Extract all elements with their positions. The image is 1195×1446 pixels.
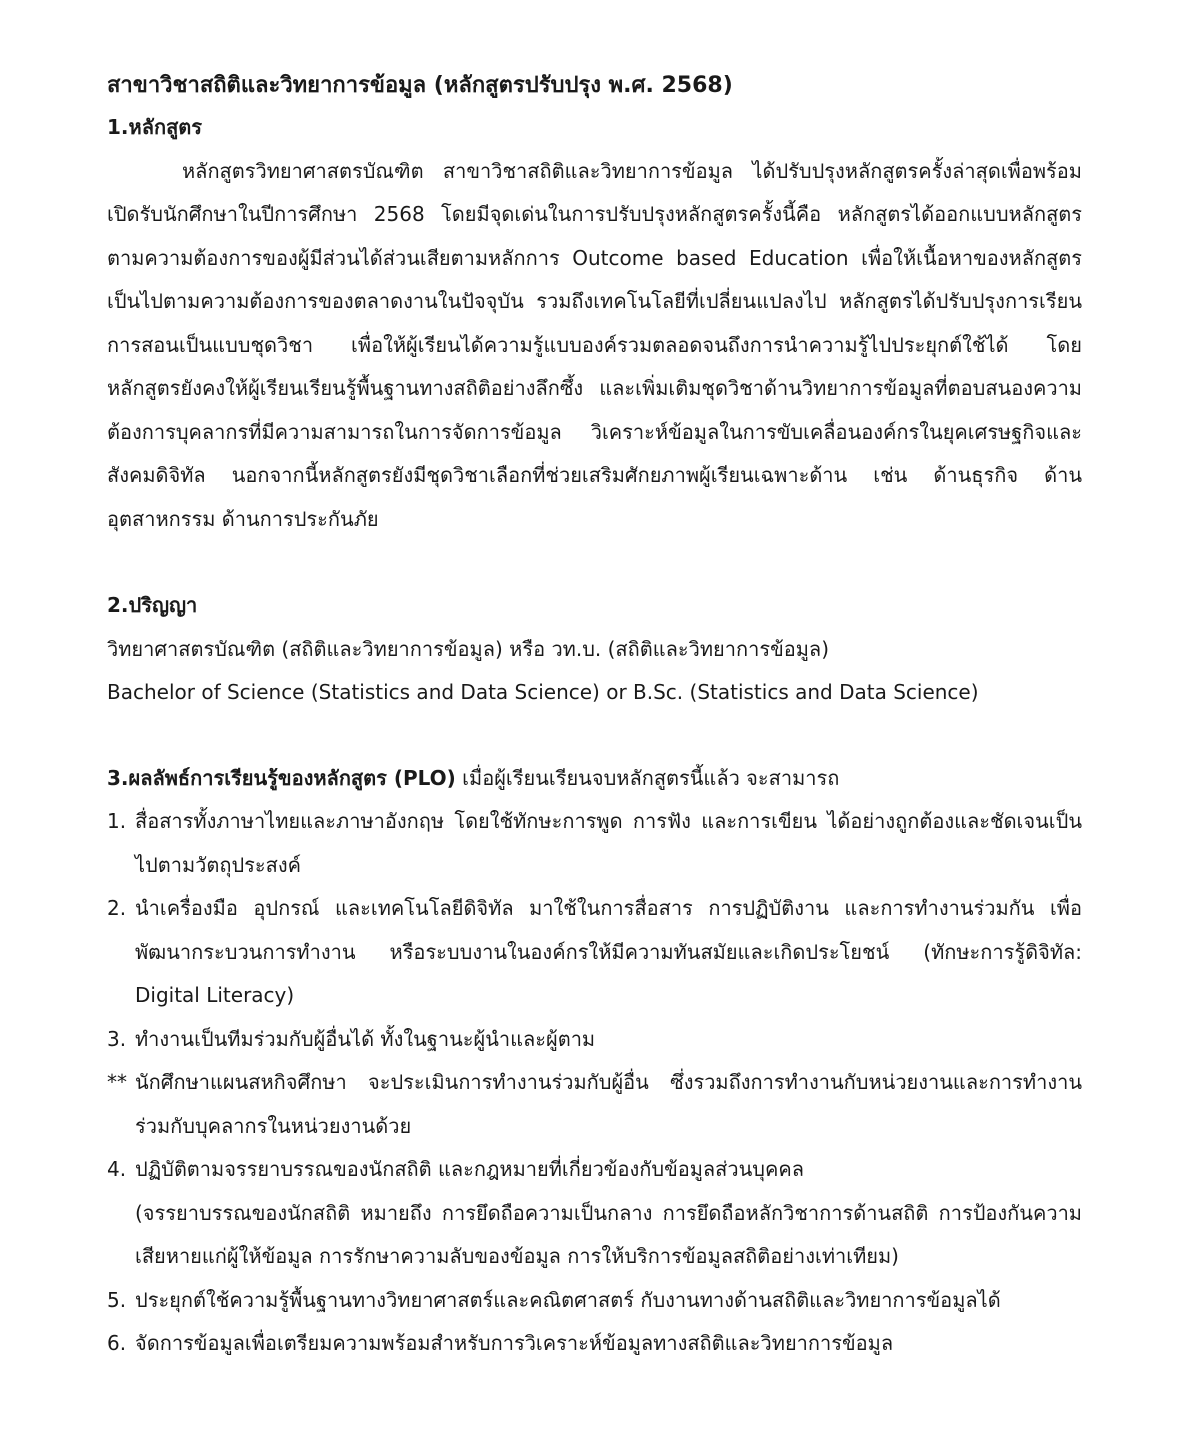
plo-text: ประยุกต์ใช้ความรู้พื้นฐานทางวิทยาศาสตร์และคณิตศาสตร์ กับงานทางด้านสถิติและวิทยาการข้อมูลได้	[135, 1287, 1001, 1312]
document-title: สาขาวิชาสถิติและวิทยาการข้อมูล (หลักสูตรปรับปรุง พ.ศ. 2568)	[107, 73, 733, 98]
plo-note	[107, 1061, 1082, 1148]
plo-text: นักศึกษาแผนสหกิจศึกษา จะประเมินการทำงานร่วมกับผู้อื่น ซึ่งรวมถึงการทำงานกับหน่วยงานและการทำงานร่วมกับบุคลากรในหน่วยงานด้วย	[135, 1070, 1082, 1138]
plo-item	[107, 887, 1082, 1018]
plo-item	[107, 1148, 1082, 1192]
plo-explanation	[107, 1192, 1082, 1279]
document-page	[107, 66, 1082, 1366]
section3-heading-rest: เมื่อผู้เรียนเรียนจบหลักสูตรนี้แล้ว จะสามารถ	[455, 765, 840, 790]
plo-text: สื่อสารทั้งภาษาไทยและภาษาอังกฤษ โดยใช้ทักษะการพูด การฟัง และการเขียน ได้อย่างถูกต้องและชัดเจนเป็นไปตามวัตถุประสงค์	[135, 809, 1082, 877]
plo-text: นำเครื่องมือ อุปกรณ์ และเทคโนโลยีดิจิทัล มาใช้ในการสื่อสาร การปฏิบัติงาน และการทำงานร่วมกัน เพื่อพัฒนากระบวนการทำงาน หรือระบบงานในองค์กรให้มีความทันสมัยและเกิดประโยชน์ (ทักษะการรู้ดิจิทัล: Digital Literacy)	[135, 896, 1082, 1007]
plo-text: ทำงานเป็นทีมร่วมกับผู้อื่นได้ ทั้งในฐานะผู้นำและผู้ตาม	[135, 1026, 596, 1051]
plo-item	[107, 1018, 1082, 1062]
plo-marker	[107, 1192, 135, 1279]
plo-marker: 6.	[107, 1331, 127, 1355]
plo-item	[107, 1279, 1082, 1323]
plo-marker: 1.	[107, 809, 127, 833]
plo-marker: 3.	[107, 1026, 127, 1051]
section3-heading	[107, 757, 1082, 801]
section1-paragraph: หลักสูตรวิทยาศาสตรบัณฑิต สาขาวิชาสถิติและวิทยาการข้อมูล ได้ปรับปรุงหลักสูตรครั้งล่าสุดเพื่อพร้อมเปิดรับนักศึกษาในปีการศึกษา 2568 โดยมีจุดเด่นในการปรับปรุงหลักสูตรครั้งนี้คือ หลักสูตรได้ออกแบบหลักสูตรตามความต้องการของผู้มีส่วนได้ส่วนเสียตามหลักการ Outcome based Education เพื่อให้เนื้อหาของหลักสูตรเป็นไปตามความต้องการของตลาดงานในปัจจุบัน รวมถึงเทคโนโลยีที่เปลี่ยนแปลงไป หลักสูตรได้ปรับปรุงการเรียนการสอนเป็นแบบชุดวิชา เพื่อให้ผู้เรียนได้ความรู้แบบองค์รวมตลอดจนถึงการนำความรู้ไปประยุกต์ใช้ได้ โดยหลักสูตรยังคงให้ผู้เรียนเรียนรู้พื้นฐานทางสถิติอย่างลึกซึ้ง และเพิ่มเติมชุดวิชาด้านวิทยาการข้อมูลที่ตอบสนองความต้องการบุคลากรที่มีความสามารถในการจัดการข้อมูล วิเคราะห์ข้อมูลในการขับเคลื่อนองค์กรในยุคเศรษฐกิจและสังคมดิจิทัล นอกจากนี้หลักสูตรยังมีชุดวิชาเลือกที่ช่วยเสริมศักยภาพผู้เรียนเฉพาะด้าน เช่น ด้านธุรกิจ ด้านอุตสาหกรรม ด้านการประกันภัย	[107, 158, 1082, 531]
section1-heading: 1.หลักสูตร	[107, 115, 202, 139]
english-degree-name: Bachelor of Science (Statistics and Data Science) or B.Sc. (Statistics and Data Science)	[107, 680, 979, 704]
plo-marker: 4.	[107, 1157, 127, 1181]
spacer	[107, 541, 1082, 584]
plo-item	[107, 1322, 1082, 1366]
plo-marker: 2.	[107, 896, 127, 920]
plo-marker: **	[107, 1070, 127, 1094]
plo-marker: 5.	[107, 1287, 127, 1312]
section3-heading-bold: 3.ผลลัพธ์การเรียนรู้ของหลักสูตร (PLO)	[107, 765, 456, 790]
spacer	[107, 715, 1082, 757]
plo-item	[107, 800, 1082, 887]
section2-heading: 2.ปริญญา	[107, 593, 198, 617]
plo-text: ปฏิบัติตามจรรยาบรรณของนักสถิติ และกฎหมายที่เกี่ยวข้องกับข้อมูลส่วนบุคคล	[135, 1157, 805, 1181]
thai-degree-name: วิทยาศาสตรบัณฑิต (สถิติและวิทยาการข้อมูล) หรือ วท.บ. (สถิติและวิทยาการข้อมูล)	[107, 636, 829, 661]
plo-text: จัดการข้อมูลเพื่อเตรียมความพร้อมสำหรับการวิเคราะห์ข้อมูลทางสถิติและวิทยาการข้อมูล	[135, 1331, 894, 1355]
plo-text: (จรรยาบรรณของนักสถิติ หมายถึง การยึดถือความเป็นกลาง การยึดถือหลักวิชาการด้านสถิติ การป้องกันความเสียหายแก่ผู้ให้ข้อมูล การรักษาความลับของข้อมูล การให้บริการข้อมูลสถิติอย่างเท่าเทียม)	[135, 1200, 1082, 1268]
